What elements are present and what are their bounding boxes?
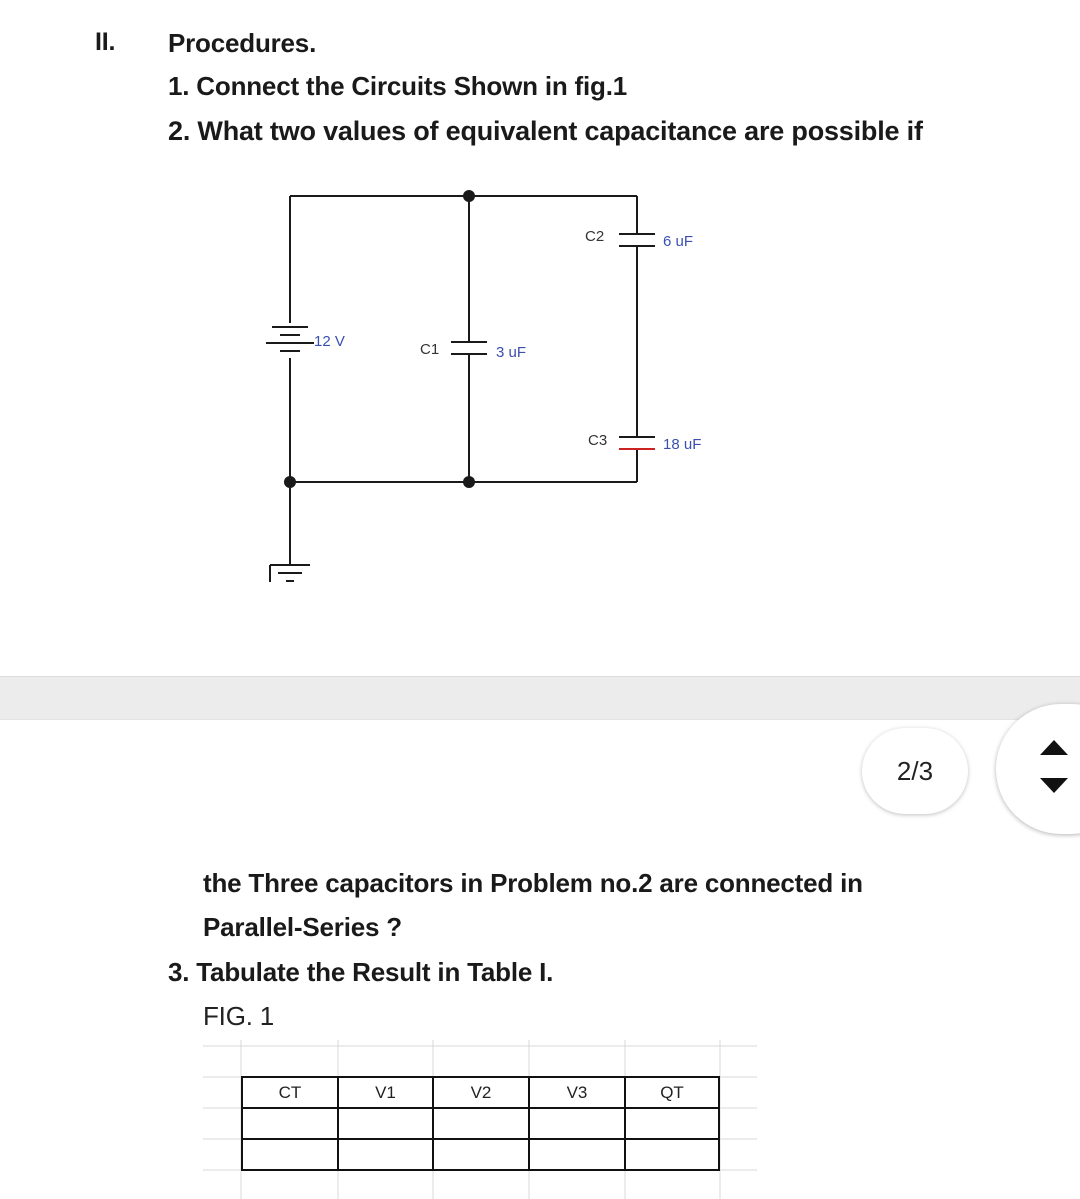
figure-label: FIG. 1 — [203, 1001, 275, 1031]
table-row — [242, 1108, 719, 1139]
step-2-continuation: the Three capacitors in Problem no.2 are connected in — [203, 868, 863, 898]
capacitor-c2-symbol — [619, 234, 655, 246]
section-numeral: II. — [95, 28, 116, 56]
battery-symbol — [266, 327, 314, 351]
page-nav-button[interactable] — [996, 704, 1080, 834]
junction-top — [463, 190, 475, 202]
step-3-text: 3. Tabulate the Result in Table I. — [168, 957, 554, 987]
page-indicator-text: 2/3 — [896, 755, 934, 786]
section-title: Procedures. — [168, 28, 317, 58]
c2-value-label: 6 uF — [663, 233, 694, 250]
header-ct: CT — [278, 1083, 302, 1102]
arrow-up-icon[interactable] — [1040, 740, 1068, 755]
arrow-down-icon[interactable] — [1040, 778, 1068, 793]
source-value-label: 12 V — [314, 333, 345, 350]
circuit-diagram — [0, 180, 760, 600]
step-2-text: 2. What two values of equivalent capacitance are possible if — [168, 116, 923, 146]
header-v3: V3 — [566, 1083, 588, 1102]
c3-name-label: C3 — [588, 432, 608, 449]
table-row — [242, 1139, 719, 1170]
c2-name-label: C2 — [585, 228, 605, 245]
capacitor-c3-symbol — [619, 437, 655, 449]
header-v2: V2 — [470, 1083, 492, 1102]
c1-name-label: C1 — [420, 341, 440, 358]
header-v1: V1 — [375, 1083, 396, 1102]
step-2-continuation-2: Parallel-Series ? — [203, 912, 402, 942]
ground-symbol — [270, 565, 310, 582]
page-break — [0, 676, 1080, 720]
c3-value-label: 18 uF — [663, 436, 702, 453]
header-qt: QT — [660, 1083, 684, 1102]
junction-bottom-left — [284, 476, 296, 488]
capacitor-c1-symbol — [451, 342, 487, 354]
results-table — [242, 1077, 719, 1170]
step-1-text: 1. Connect the Circuits Shown in fig.1 — [168, 71, 627, 101]
c1-value-label: 3 uF — [496, 344, 527, 361]
page-indicator — [862, 728, 968, 814]
junction-bottom-middle — [463, 476, 475, 488]
table-header-row — [242, 1077, 719, 1108]
